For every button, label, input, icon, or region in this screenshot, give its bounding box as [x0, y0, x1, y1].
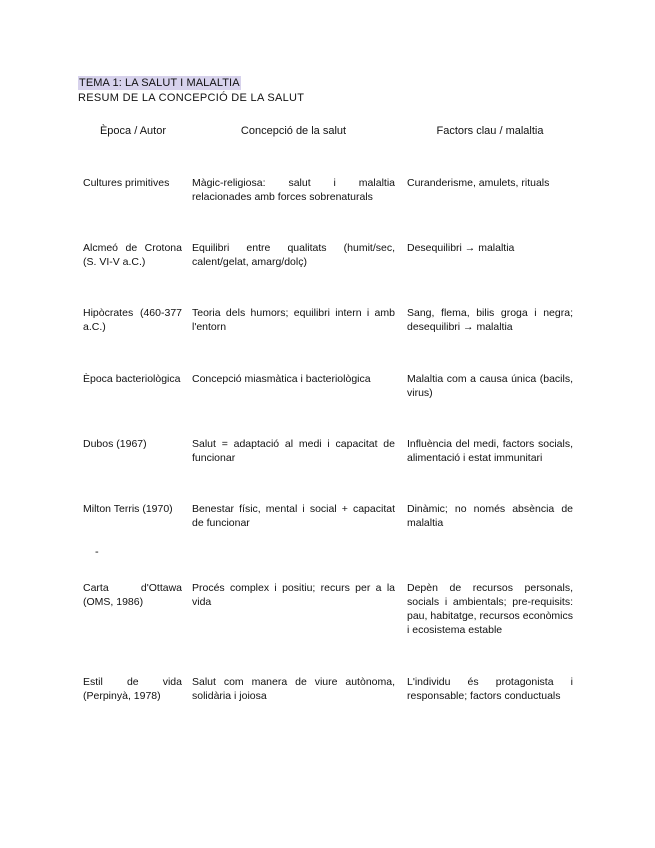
cell-factors: Curanderisme, amulets, rituals	[407, 177, 550, 189]
cell-concepcio: Benestar físic, mental i social + capacitat de funcionar	[192, 503, 395, 529]
stray-mark: -	[95, 546, 99, 558]
cell-factors: Depèn de recursos personals, socials i ambientals; pre-requisits: pau, habitatge, recursos econòmics i ecosistema estable	[407, 582, 573, 636]
cell-concepcio: Màgic-religiosa: salut i malaltia relacionades amb forces sobrenaturals	[192, 177, 395, 203]
cell-concepcio: Salut = adaptació al medi i capacitat de funcionar	[192, 438, 395, 464]
cell-factors: Sang, flema, bilis groga i negra; desequilibri → malaltia	[407, 307, 573, 333]
cell-factors: Malaltia com a causa única (bacils, virus)	[407, 373, 573, 399]
cell-epoca: Carta d'Ottawa (OMS, 1986)	[83, 582, 182, 608]
column-header-factors: Factors clau / malaltia	[436, 125, 544, 137]
cell-concepcio: Equilibri entre qualitats (humit/sec, calent/gelat, amarg/dolç)	[192, 242, 395, 268]
cell-epoca: Època bacteriològica	[83, 373, 181, 385]
cell-epoca: Dubos (1967)	[83, 438, 147, 450]
column-header-epoca: Època / Autor	[99, 125, 167, 137]
cell-factors: Dinàmic; no només absència de malaltia	[407, 503, 573, 529]
cell-factors: Desequilibri → malaltia	[407, 242, 515, 254]
cell-factors: Influència del medi, factors socials, alimentació i estat immunitari	[407, 438, 573, 464]
cell-epoca: Milton Terris (1970)	[83, 503, 173, 515]
document-subtitle: RESUM DE LA CONCEPCIÓ DE LA SALUT	[78, 92, 305, 104]
document-title: TEMA 1: LA SALUT I MALALTIA	[79, 77, 240, 89]
column-header-concepcio: Concepció de la salut	[240, 125, 347, 137]
cell-concepcio: Teoria dels humors; equilibri intern i amb l'entorn	[192, 307, 395, 333]
cell-epoca: Hipòcrates (460-377 a.C.)	[83, 307, 182, 333]
cell-epoca: Alcmeó de Crotona (S. VI-V a.C.)	[83, 242, 182, 268]
cell-epoca: Estil de vida (Perpinyà, 1978)	[83, 676, 182, 702]
cell-epoca: Cultures primitives	[83, 177, 170, 189]
cell-factors: L'individu és protagonista i responsable; factors conductuals	[407, 676, 573, 702]
cell-concepcio: Procés complex i positiu; recurs per a la vida	[192, 582, 395, 608]
cell-concepcio: Concepció miasmàtica i bacteriològica	[192, 373, 371, 385]
cell-concepcio: Salut com manera de viure autònoma, solidària i joiosa	[192, 676, 395, 702]
